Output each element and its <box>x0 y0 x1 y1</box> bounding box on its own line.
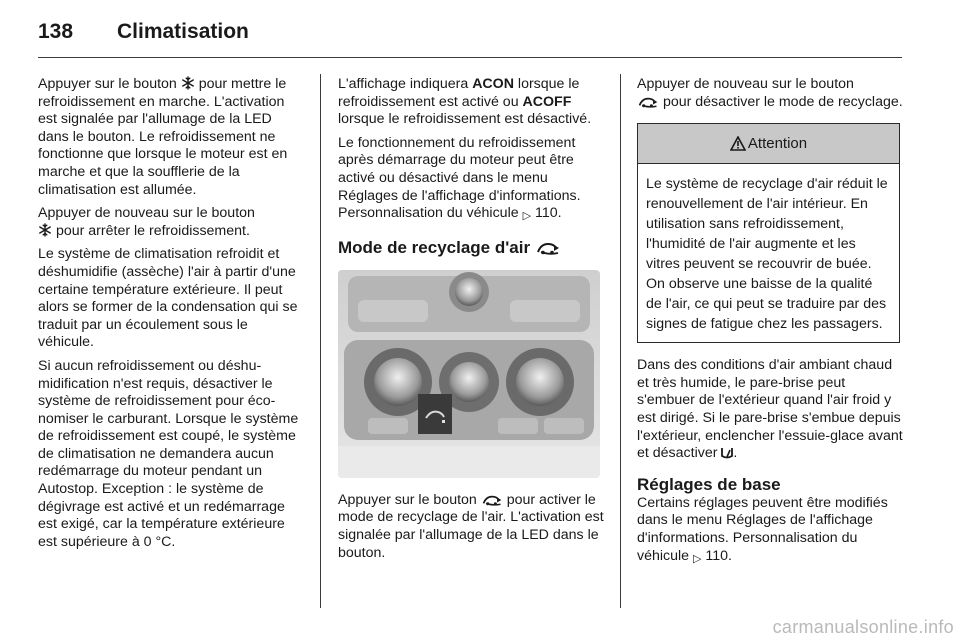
text: lorsque le refroidissement est désactivé. <box>338 111 592 128</box>
watermark: carmanualsonline.info <box>772 617 954 637</box>
paragraph <box>338 76 606 129</box>
column-divider <box>620 74 621 608</box>
recirculation-icon <box>535 241 561 255</box>
page-title: Climatisation <box>117 20 249 43</box>
text: Dans des conditions d'air ambiant chaud et très humide, le pare-brise peut s'embuer de l'extérieur quand l'air froid y est dirigé. Si le pare-brise s'embue depuis l'extérieur, enclencher l'essuie-glace avant et désactiver <box>637 357 903 462</box>
text: Appuyer sur le bouton <box>338 491 481 508</box>
rear-wiper-icon <box>721 446 733 459</box>
text: . <box>733 445 738 462</box>
paragraph <box>338 135 606 226</box>
arrow-ref-icon: ▷ <box>522 210 532 223</box>
paragraph: Le système de climatisation refroidit et déshumidifie (assèche) l'air à partir d'une certaine température extérieure. Il peut alors se former de la condensation qui se traduit par un écoulement sous le véhicule. <box>38 246 298 351</box>
paragraph: Si aucun refroidissement ou déshumidification n'est requis, désactiver le système de refroidissement pour économiser le carburant. Lorsque le système de refroidissement est coupé, le système de climatisation ne demandera aucun redémarrage du moteur pendant un Autostop. Exception : le système de dégivrage est activé et un redémarrage est exigé, car la température extérieure est supérieure à 0 °C. <box>38 357 299 550</box>
paragraph <box>637 76 905 111</box>
section-heading <box>338 238 606 258</box>
column-1 <box>38 76 306 557</box>
column-3 <box>637 76 905 574</box>
paragraph <box>637 357 905 463</box>
text: Appuyer de nouveau sur le bouton <box>637 76 854 92</box>
header-rule <box>38 57 902 58</box>
text: lorsque le refroidissement est activé ou <box>338 76 580 110</box>
column-divider <box>320 74 321 608</box>
section-heading: Réglages de base <box>637 474 781 494</box>
text: Le fonctionnement du refroidissement après démarrage du moteur peut être activé ou désactivé dans le menu Réglages de l'affichage d'informations. Personnalisation du véhicule <box>338 134 581 222</box>
attention-title: Attention <box>747 134 808 152</box>
warning-triangle-icon <box>730 136 746 151</box>
text: pour activer le mode de recyclage de l'air. L'activation est signalée par l'allumage de la LED dans le bouton. <box>338 491 604 561</box>
page-reference: 110. <box>534 205 562 222</box>
arrow-ref-icon: ▷ <box>693 552 702 565</box>
paragraph <box>338 492 606 562</box>
attention-header <box>638 124 899 164</box>
text: pour désactiver le mode de recyclage. <box>659 93 903 110</box>
page-number: 138 <box>38 20 74 43</box>
acon-label: ACON <box>472 76 514 92</box>
text: L'affichage indiquera <box>338 76 473 92</box>
attention-text: Le système de recyclage d'air réduit le renouvellement de l'air intérieur. En utilisation sans refroidissement, l'humidité de l'air augmente et les vitres peuvent se recouvrir de buée. On observe une baisse de la qualité de l'air, ce qui peut se traduire par des signes de fatigue chez les passagers. <box>646 176 888 333</box>
acoff-label: ACOFF <box>522 93 572 110</box>
page-reference: 110. <box>705 547 732 564</box>
text: pour mettre le refroidissement en marche. L'activation est signalée par l'allumage de la LED dans le bouton. Le refroidissement ne fonctionne que lorsque le moteur est en marche et que la soufflerie de la climatisation est allumée. <box>38 76 288 198</box>
text: Appuyer de nouveau sur le bouton <box>38 205 255 222</box>
paragraph <box>38 205 306 240</box>
column-2 <box>338 76 606 568</box>
paragraph <box>637 495 905 568</box>
page-header <box>38 18 902 58</box>
text: pour arrêter le refroidissement. <box>52 222 250 239</box>
attention-box <box>637 123 900 343</box>
paragraph <box>38 76 306 199</box>
recirculation-icon <box>637 96 659 108</box>
control-panel-photo <box>338 270 600 478</box>
heading-text: Mode de recyclage d'air <box>338 237 535 257</box>
text: Appuyer sur le bouton <box>38 76 181 92</box>
snowflake-icon <box>38 223 52 237</box>
recirculation-icon <box>481 494 503 506</box>
snowflake-icon <box>181 76 195 90</box>
text: Certains réglages peuvent être modifiés dans le menu Réglages de l'affichage d'informations. Personnalisation du véhicule <box>637 494 888 564</box>
